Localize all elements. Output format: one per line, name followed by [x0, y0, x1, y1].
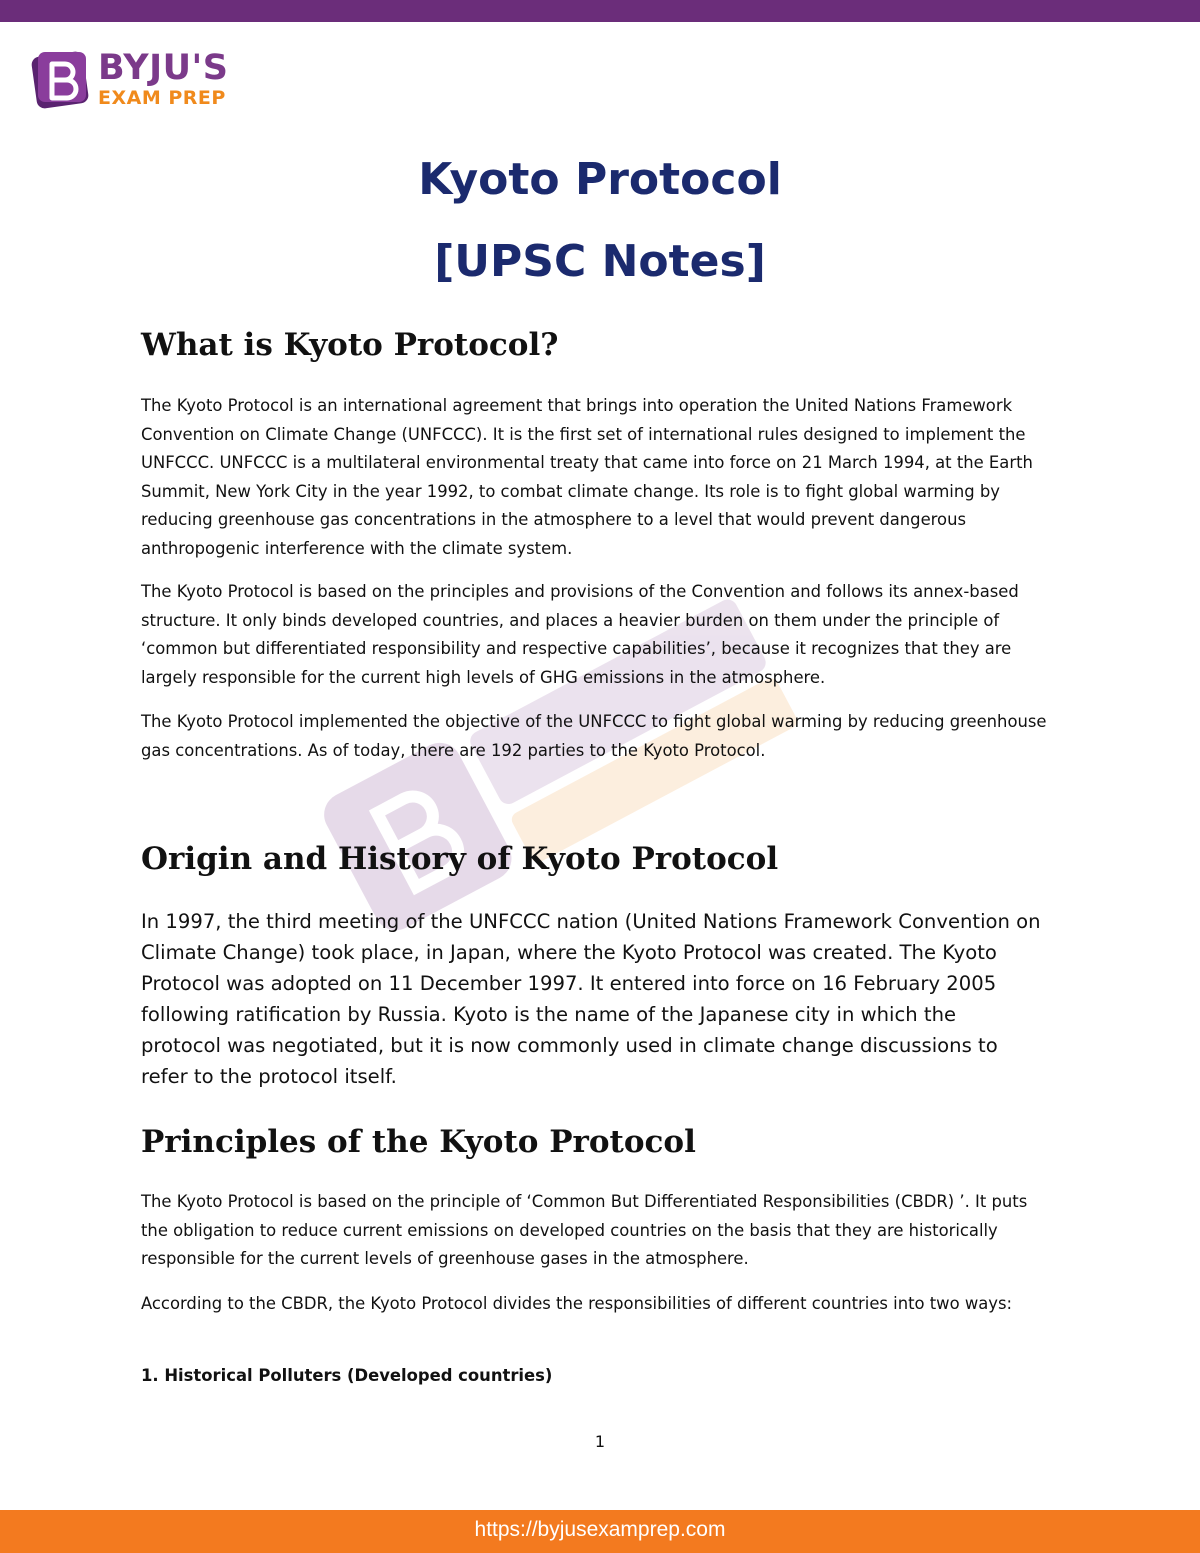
brand-subtitle: EXAM PREP [98, 87, 226, 109]
heading-what-is-kyoto: What is Kyoto Protocol? [141, 327, 559, 363]
paragraph-what-3: The Kyoto Protocol implemented the objective of the UNFCCC to fight global warming by reducing greenhouse gas concentrations. As of today, there are 192 parties to the Kyoto Protocol. [141, 712, 1047, 760]
footer-url-link[interactable]: https://byjusexamprep.com [474, 1518, 726, 1541]
page-number: 1 [594, 1432, 606, 1451]
subheading-historical-polluters: 1. Historical Polluters (Developed countries) [141, 1366, 553, 1385]
paragraph-principles-1: The Kyoto Protocol is based on the principle of ‘Common But Differentiated Responsibilities (CBDR) ’. It puts the obligation to reduce current emissions on developed countries on the basis that they are historically responsible for the current levels of greenhouse gases in the atmosphere. [141, 1192, 1028, 1269]
document-title: Kyoto Protocol [418, 154, 782, 205]
footer-bar [0, 1510, 1200, 1553]
heading-origin-history: Origin and History of Kyoto Protocol [141, 841, 779, 877]
heading-principles: Principles of the Kyoto Protocol [141, 1124, 696, 1160]
paragraph-principles-2: According to the CBDR, the Kyoto Protocol divides the responsibilities of different countries into two ways: [141, 1294, 1013, 1313]
paragraph-what-1: The Kyoto Protocol is an international agreement that brings into operation the United Nations Framework Convention on Climate Change (UNFCCC). It is the first set of international rules designed to implement the UNFCCC. UNFCCC is a multilateral environmental treaty that came into force on 21 March 1994, at the Earth Summit, New York City in the year 1992, to combat climate change. Its role is to fight global warming by reducing greenhouse gas concentrations in the atmosphere to a level that would prevent dangerous anthropogenic interference with the climate system. [141, 396, 1033, 558]
paragraph-origin-1: In 1997, the third meeting of the UNFCCC nation (United Nations Framework Convention on Climate Change) took place, in Japan, where the Kyoto Protocol was created. The Kyoto Protocol was adopted on 11 December 1997. It entered into force on 16 February 2005 following ratification by Russia. Kyoto is the name of the Japanese city in which the protocol was negotiated, but it is now commonly used in climate change discussions to refer to the protocol itself. [141, 910, 1041, 1088]
paragraph-what-2: The Kyoto Protocol is based on the principles and provisions of the Convention and follows its annex-based structure. It only binds developed countries, and places a heavier burden on them under the principle of ‘common but differentiated responsibility and respective capabilities’, because it recognizes that they are largely responsible for the current high levels of GHG emissions in the atmosphere. [141, 582, 1019, 687]
document-subtitle: [UPSC Notes] [434, 236, 766, 287]
byjus-b-icon [30, 48, 92, 110]
byjus-logo[interactable] [30, 48, 245, 110]
brand-name: BYJU'S [98, 48, 229, 88]
top-brand-bar [0, 0, 1200, 22]
